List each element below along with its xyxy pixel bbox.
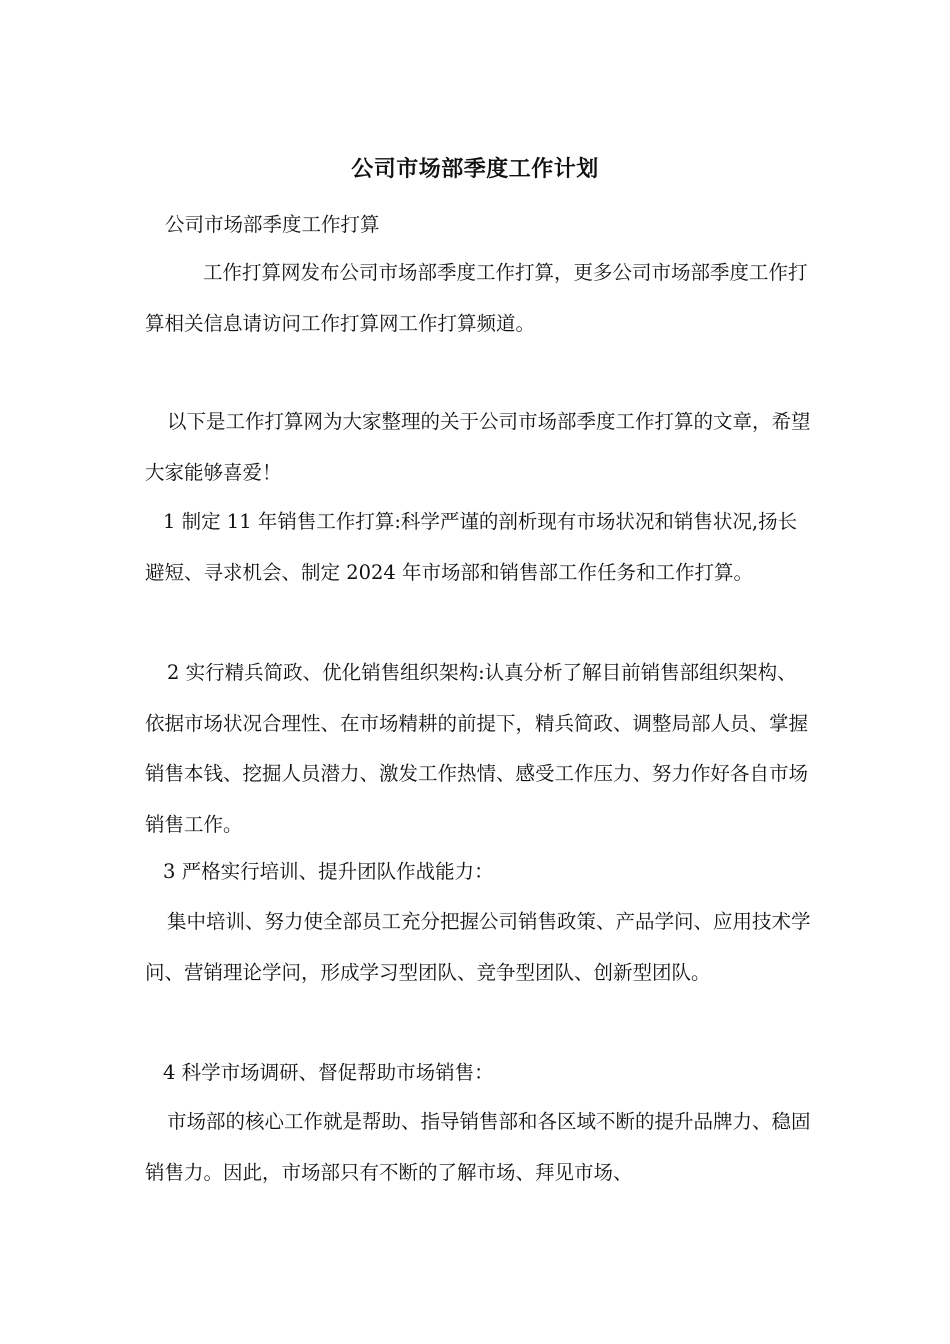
paragraph-item-4-heading: 4 科学市场调研、督促帮助市场销售： [163, 1061, 494, 1084]
document-subtitle: 公司市场部季度工作打算 [165, 213, 380, 236]
paragraph-intro: 工作打算网发布公司市场部季度工作打算，更多公司市场部季度工作打算相关信息请访问工作打算网工作打算频道。 [145, 261, 808, 335]
paragraph-item-3-heading: 3 严格实行培训、提升团队作战能力： [163, 860, 494, 883]
paragraph-item-4-body: 市场部的核心工作就是帮助、指导销售部和各区域不断的提升品牌力、稳固销售力。因此，市场部只有不断的了解市场、拜见市场、 [145, 1110, 811, 1184]
paragraph-item-1: 1 制定 11 年销售工作打算:科学严谨的剖析现有市场状况和销售状况,扬长避短、寻求机会、制定 2024 年市场部和销售部工作任务和工作打算。 [145, 510, 798, 584]
paragraph-item-3-body: 集中培训、努力使全部员工充分把握公司销售政策、产品学问、应用技术学问、营销理论学问，形成学习型团队、竞争型团队、创新型团队。 [145, 910, 811, 984]
paragraph-preface: 以下是工作打算网为大家整理的关于公司市场部季度工作打算的文章，希望大家能够喜爱！ [145, 410, 811, 484]
paragraph-item-2: 2 实行精兵简政、优化销售组织架构:认真分析了解目前销售部组织架构、依据市场状况合理性、在市场精耕的前提下，精兵简政、调整局部人员、掌握销售本钱、挖掘人员潜力、激发工作热情、感受工作压力、努力作好各自市场销售工作。 [145, 661, 809, 836]
document-title: 公司市场部季度工作计划 [351, 156, 599, 182]
